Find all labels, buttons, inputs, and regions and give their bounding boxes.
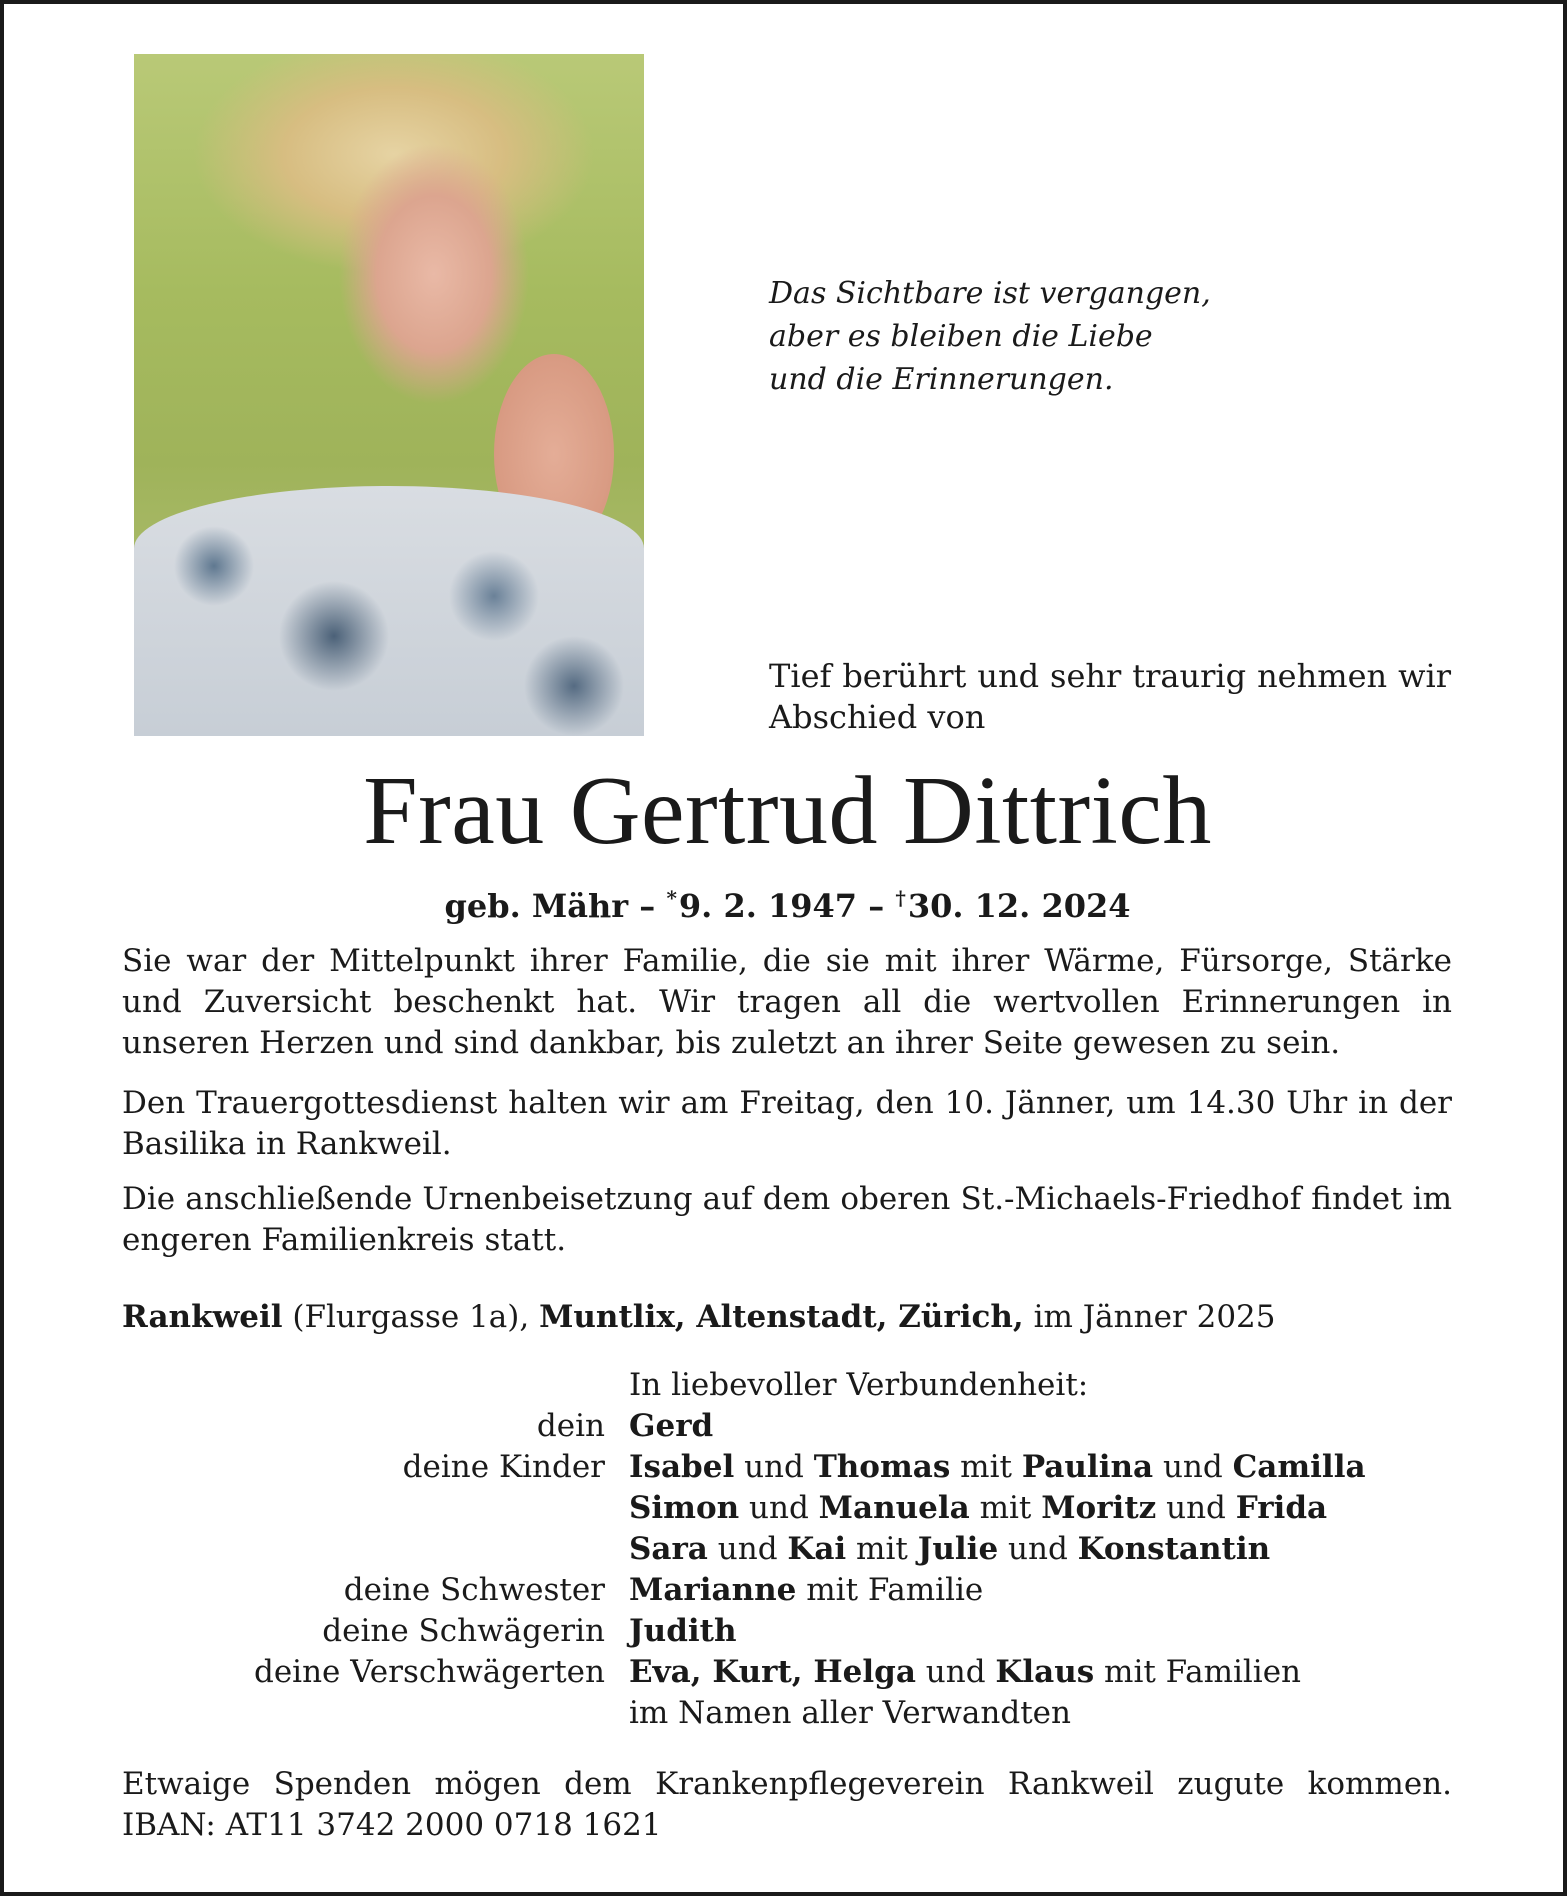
quote-line: aber es bleiben die Liebe	[769, 319, 1153, 354]
mourner-names	[629, 1447, 1366, 1488]
mourner-relation	[122, 1488, 629, 1529]
mourner-relation: deine Schwester	[343, 1572, 605, 1608]
mourner-names	[629, 1611, 737, 1652]
mourner-name: Moritz	[1041, 1490, 1157, 1526]
mourners-heading-row	[122, 1365, 1462, 1406]
mourner-name: Eva, Kurt, Helga	[629, 1654, 916, 1690]
mourner-relation: deine Kinder	[402, 1449, 605, 1485]
death-date: 30. 12. 2024	[907, 887, 1131, 925]
mourner-name: Simon	[629, 1490, 740, 1526]
mourner-name: Kai	[787, 1531, 847, 1567]
mourner-name: Paulina	[1021, 1449, 1154, 1485]
mourner-connector: mit	[846, 1531, 918, 1567]
life-dates	[4, 878, 1567, 926]
portrait-photo	[134, 54, 644, 736]
quote-line: und die Erinnerungen.	[769, 362, 1114, 397]
died-symbol: †	[895, 886, 906, 910]
maiden-name: geb. Mähr	[444, 887, 629, 925]
mourner-connector: und	[734, 1449, 814, 1485]
mourner-name: Konstantin	[1077, 1531, 1271, 1567]
mourner-row	[122, 1611, 1462, 1652]
mourners-heading: In liebevoller Verbundenheit:	[629, 1367, 1089, 1403]
farewell-intro: Tief berührt und sehr traurig nehmen wir Abschied von	[769, 657, 1451, 736]
mourner-name: Thomas	[813, 1449, 951, 1485]
quote-line: Das Sichtbare ist vergangen,	[769, 276, 1211, 311]
mourners-rows	[122, 1406, 1462, 1734]
paragraph-service: Den Trauergottesdienst halten wir am Freitag, den 10. Jänner, um 14.30 Uhr in der Basilika in Rankweil.	[122, 1085, 1452, 1162]
mourner-row	[122, 1652, 1462, 1693]
deceased-name: Frau Gertrud Dittrich	[363, 757, 1212, 865]
mourner-row	[122, 1447, 1462, 1488]
mourner-connector: mit	[969, 1490, 1042, 1526]
mourner-name: Isabel	[629, 1449, 735, 1485]
birth-date: 9. 2. 1947	[678, 887, 858, 925]
mourner-name: Frida	[1235, 1490, 1328, 1526]
mourner-row	[122, 1488, 1462, 1529]
mourner-name: Camilla	[1232, 1449, 1366, 1485]
place-address: (Flurgasse 1a),	[282, 1299, 540, 1335]
dash: –	[639, 887, 656, 925]
dash: –	[868, 887, 885, 925]
mourner-names	[629, 1652, 1301, 1693]
mourner-connector: und	[1153, 1449, 1233, 1485]
mourner-row	[122, 1570, 1462, 1611]
mourner-relation: deine Verschwägerten	[253, 1654, 605, 1690]
mourner-row	[122, 1406, 1462, 1447]
mourner-relation: dein	[536, 1408, 605, 1444]
mourner-connector: mit Familien	[1094, 1654, 1302, 1690]
mourner-names	[629, 1488, 1327, 1529]
mourner-connector: und	[707, 1531, 788, 1567]
mourners-list	[122, 1365, 1462, 1734]
place-date: im Jänner 2025	[1023, 1299, 1276, 1335]
place-and-date	[122, 1297, 1276, 1338]
mourner-connector: und	[915, 1654, 996, 1690]
mourner-name: Manuela	[818, 1490, 970, 1526]
mourner-name: Judith	[629, 1613, 737, 1649]
mourner-names	[629, 1406, 713, 1447]
mourner-name: Gerd	[629, 1408, 714, 1444]
mourner-row	[122, 1693, 1462, 1734]
mourner-relation: deine Schwägerin	[322, 1613, 605, 1649]
paragraph-tribute: Sie war der Mittelpunkt ihrer Familie, die sie mit ihrer Wärme, Fürsorge, Stärke und Zuversicht beschenkt hat. Wir tragen all die wertvollen Erinnerungen in unseren Herzen und sind dankbar, bis zuletzt an ihrer Seite gewesen zu sein.	[122, 943, 1452, 1061]
mourner-name: Klaus	[995, 1654, 1095, 1690]
place-others: Muntlix, Altenstadt, Zürich,	[539, 1299, 1024, 1335]
mourner-connector: und	[1156, 1490, 1236, 1526]
portrait-dress-shape	[134, 486, 644, 736]
mourner-connector: mit Familie	[796, 1572, 984, 1608]
mourner-relation	[122, 1693, 629, 1734]
mourner-connector: mit	[950, 1449, 1022, 1485]
place-city: Rankweil	[122, 1299, 283, 1335]
mourner-name: Sara	[629, 1531, 708, 1567]
donation-note: Etwaige Spenden mögen dem Krankenpflegeverein Rankweil zugute kommen. IBAN: AT11 3742 2000 0718 1621	[122, 1766, 1452, 1843]
mourner-names	[629, 1693, 1071, 1734]
mourner-connector: im Namen aller Verwandten	[629, 1695, 1071, 1731]
mourner-row	[122, 1529, 1462, 1570]
mourner-relation	[122, 1529, 629, 1570]
paragraph-burial: Die anschließende Urnenbeisetzung auf dem oberen St.-Michaels-Friedhof findet im engeren Familienkreis statt.	[122, 1181, 1452, 1258]
born-symbol: *	[666, 886, 677, 910]
mourner-name: Julie	[917, 1531, 999, 1567]
mourner-connector: und	[739, 1490, 819, 1526]
memorial-quote	[769, 272, 1211, 401]
mourner-name: Marianne	[629, 1572, 797, 1608]
mourner-names	[629, 1570, 983, 1611]
mourner-names	[629, 1529, 1270, 1570]
mourner-connector: und	[998, 1531, 1078, 1567]
